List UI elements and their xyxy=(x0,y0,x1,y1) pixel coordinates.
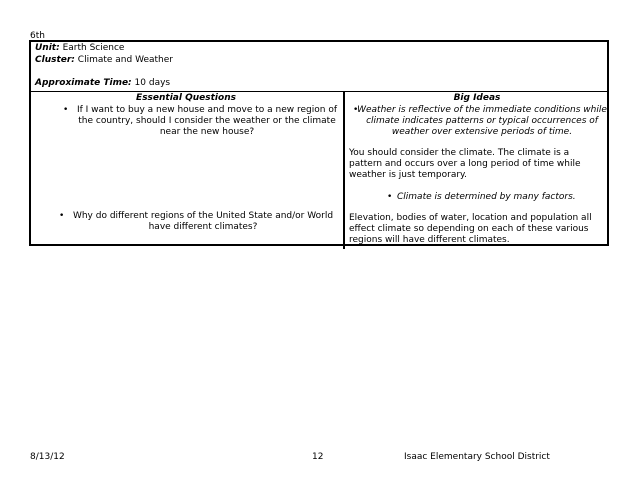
bullet-icon: • xyxy=(353,105,359,115)
curriculum-table xyxy=(29,40,609,246)
bullet-icon: • xyxy=(387,192,393,202)
question-idea-grid xyxy=(29,91,609,249)
question-1: If I want to buy a new house and move to a new region of the country, should I consider the weather or the climate near the new house? xyxy=(76,105,338,137)
footer-date: 8/13/12 xyxy=(30,452,65,462)
big-idea-1: Weather is reflective of the immediate conditions while climate indicates patterns or typical occurrences of weather over extensive periods of time. xyxy=(357,105,607,137)
essential-questions-column xyxy=(29,92,345,249)
footer-district: Isaac Elementary School District xyxy=(404,452,550,462)
essential-questions-heading: Essential Questions xyxy=(136,93,236,103)
big-ideas-column xyxy=(345,92,609,249)
unit-label: Unit: xyxy=(35,43,60,53)
big-idea-1-explanation: You should consider the climate. The climate is a pattern and occurs over a long period of time while weather is just temporary. xyxy=(349,148,581,180)
footer-page-number: 12 xyxy=(312,452,324,462)
cluster-value: Climate and Weather xyxy=(77,55,173,65)
cluster-label: Cluster: xyxy=(35,55,75,65)
question-2: Why do different regions of the United State and/or World have different climates? xyxy=(72,211,334,232)
bullet-icon: • xyxy=(63,105,69,115)
time-row xyxy=(35,78,170,88)
bullet-icon: • xyxy=(59,211,65,221)
unit-value: Earth Science xyxy=(62,43,125,53)
cluster-row xyxy=(35,55,173,65)
unit-row xyxy=(35,43,124,53)
big-ideas-heading: Big Ideas xyxy=(453,93,501,103)
big-idea-2-explanation: Elevation, bodies of water, location and population all effect climate so depending on each of these various regions will have different climates. xyxy=(349,213,592,245)
big-idea-2: Climate is determined by many factors. xyxy=(397,192,576,202)
time-label: Approximate Time: xyxy=(35,78,132,88)
grade-label: 6th xyxy=(30,31,45,41)
time-value: 10 days xyxy=(134,78,171,88)
